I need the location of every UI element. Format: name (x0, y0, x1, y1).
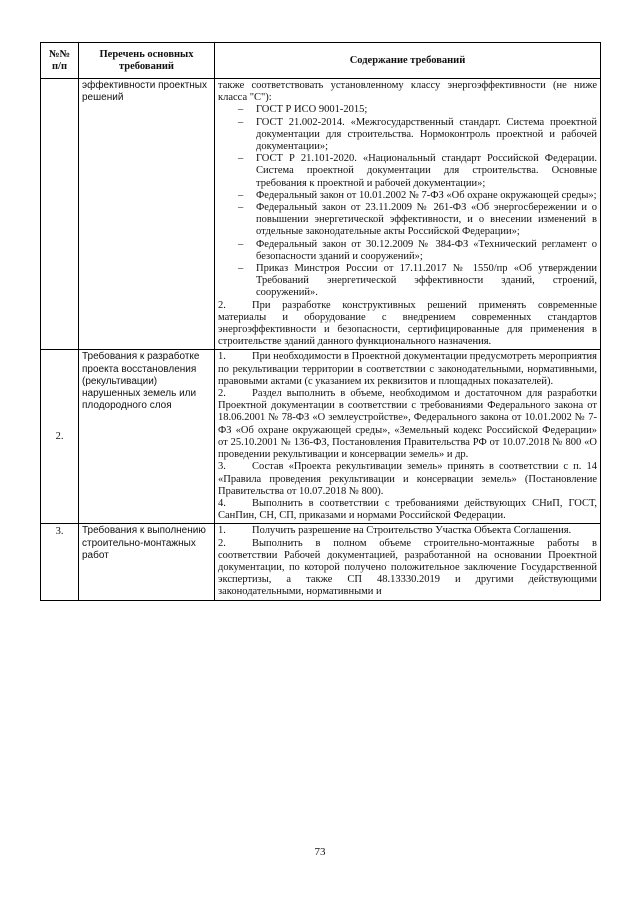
table-row (41, 524, 601, 600)
requirement-name: эффективности проектных решений (79, 79, 215, 350)
list-item: – Приказ Минстроя России от 17.11.2017 № 1550/пр «Об утверждении Требований энергетической эффективности зданий, строений, сооружений». (238, 263, 597, 299)
requirement-name: Требования к разработке проекта восстановления (рекультивации) нарушенных земель или плодородного слоя (79, 350, 215, 524)
content-paragraph: 2. При разработке конструктивных решений применять современные материалы и оборудование с внедрением современных стандартов энергоэффективности и безопасности, сертифицированные для применения в строительстве зданий данного функционального назначения. (218, 299, 597, 348)
table-row (41, 79, 601, 350)
content-paragraph: 3. Состав «Проекта рекультивации земель» принять в соответствии с п. 14 «Правила проведения рекультивации и консервации земель» (Постановление Правительства от 10.07.2018 № 800). (218, 461, 597, 497)
list-item: – ГОСТ Р 21.101-2020. «Национальный стандарт Российской Федерации. Система проектной документации для строительства. Основные требования к проектной и рабочей документации»; (238, 153, 597, 189)
document-page (40, 42, 600, 601)
content-paragraph: 2. Раздел выполнить в объеме, необходимом и достаточном для разработки Проектной документации в соответствии с требованиями Федерального закона от 18.06.2001 № 78-ФЗ «О землеустройстве», Федерального закона от 10.01.2002 № 7-ФЗ «Об охране окружающей среды», «Земельный кодекс Российской Федерации» от 25.10.2001 № 136-ФЗ, Постановления Правительства РФ от 10.07.2018 № 800 «О проведении рекультивации и консервации земель» и др. (218, 388, 597, 461)
list-item: – ГОСТ 21.002-2014. «Межгосударственный стандарт. Система проектной документации для строительства. Нормоконтроль проектной и рабочей документации»; (238, 116, 597, 153)
requirement-content (215, 350, 601, 524)
list-item: – Федеральный закон от 23.11.2009 № 261-ФЗ «Об энергосбережении и о повышении энергетической эффективности, и о внесении изменений в отдельные законодательные акты Российской Федерации»; (238, 202, 597, 238)
row-number: 2. (41, 350, 79, 524)
requirement-content (215, 79, 601, 350)
content-paragraph: 1. Получить разрешение на Строительство Участка Объекта Соглашения. (218, 525, 572, 537)
page-number: 73 (314, 846, 326, 858)
header-number: №№ п/п (41, 43, 79, 79)
table-row (41, 350, 601, 524)
content-intro: также соответствовать установленному классу энергоэффективности (не ниже класса "С"): (218, 80, 597, 104)
requirement-name: Требования к выполнению строительно-монтажных работ (79, 524, 215, 600)
content-paragraph: 2. Выполнить в полном объеме строительно-монтажные работы в соответствии Рабочей документацией, разработанной на основании Проектной документации, по которой получено положительное заключение Государственной экспертизы, а также СП 48.13330.2019 и другими действующими законодательными, нормативными и (218, 537, 597, 598)
header-content: Содержание требований (215, 43, 601, 79)
row-number: 3. (41, 524, 79, 600)
requirements-table (40, 42, 601, 601)
content-paragraph: 1. При необходимости в Проектной документации предусмотреть мероприятия по рекультивации территории в соответствии с законодательными, нормативными, правовыми актами (с указанием их реквизитов и площадных показателей). (218, 351, 597, 387)
table-header-row (41, 43, 601, 79)
standards-list (218, 104, 597, 299)
requirement-content (215, 524, 601, 600)
list-item: – ГОСТ Р ИСО 9001-2015; (238, 104, 368, 116)
list-item: – Федеральный закон от 30.12.2009 № 384-ФЗ «Технический регламент о безопасности зданий и сооружений»; (238, 238, 597, 262)
content-paragraph: 4. Выполнить в соответствии с требованиями действующих СНиП, ГОСТ, СанПин, СН, СП, приказами и нормами Российской Федерации. (218, 497, 597, 522)
header-name: Перечень основных требований (79, 43, 215, 79)
row-number (41, 79, 79, 350)
list-item: – Федеральный закон от 10.01.2002 № 7-ФЗ «Об охране окружающей среды»; (238, 189, 597, 201)
